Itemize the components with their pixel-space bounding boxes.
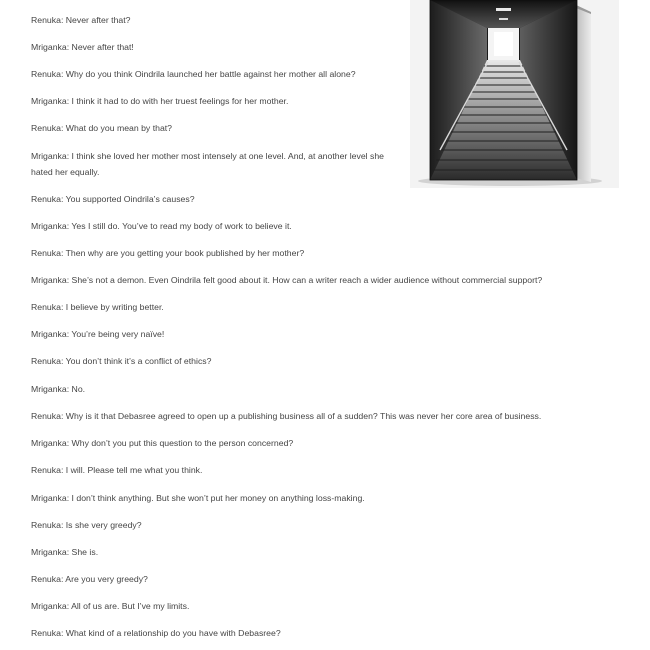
dialogue-line: Mriganka: She’s not a demon. Even Oindrila felt good about it. How can a writer reach a wider audience without commercial support? (31, 275, 543, 285)
interview-transcript (31, 0, 621, 650)
dialogue-line: Mriganka: All of us are. But I’ve my limits. (31, 601, 190, 611)
dialogue-line: Mriganka: You’re being very naïve! (31, 329, 165, 339)
dialogue-line: Renuka: I believe by writing better. (31, 302, 164, 312)
dialogue-line: Mriganka: She is. (31, 547, 99, 557)
dialogue-line: Mriganka: I think it had to do with her truest feelings for her mother. (31, 96, 289, 106)
dialogue-line: Mriganka: I don’t think anything. But she won’t put her money on anything loss-making. (31, 493, 365, 503)
dialogue-line: Renuka: I will. Please tell me what you think. (31, 465, 203, 475)
dialogue-line: Mriganka: No. (31, 384, 86, 394)
dialogue-line: Renuka: Are you very greedy? (31, 574, 148, 584)
dialogue-line: Renuka: Why do you think Oindrila launched her battle against her mother all alone? (31, 69, 356, 79)
dialogue-line: Renuka: Why is it that Debasree agreed to open up a publishing business all of a sudden? This was never her core area of business. (31, 411, 542, 421)
dialogue-line: Renuka: Then why are you getting your book published by her mother? (31, 248, 305, 258)
dialogue-line: Mriganka: Yes I still do. You’ve to read my body of work to believe it. (31, 221, 292, 231)
dialogue-line: Mriganka: I think she loved her mother most intensely at one level. And, at another level she hated her equally. (31, 151, 385, 177)
dialogue-line: Renuka: Is she very greedy? (31, 520, 142, 530)
dialogue-line: Mriganka: Never after that! (31, 42, 134, 52)
dialogue-line: Renuka: What do you mean by that? (31, 123, 173, 133)
dialogue-line: Renuka: You don’t think it’s a conflict of ethics? (31, 356, 212, 366)
dialogue-line: Renuka: You supported Oindrila’s causes? (31, 194, 195, 204)
dialogue-line: Renuka: What kind of a relationship do you have with Debasree? (31, 628, 281, 638)
dialogue-line: Renuka: Never after that? (31, 15, 131, 25)
dialogue-line: Mriganka: Why don’t you put this question to the person concerned? (31, 438, 294, 448)
